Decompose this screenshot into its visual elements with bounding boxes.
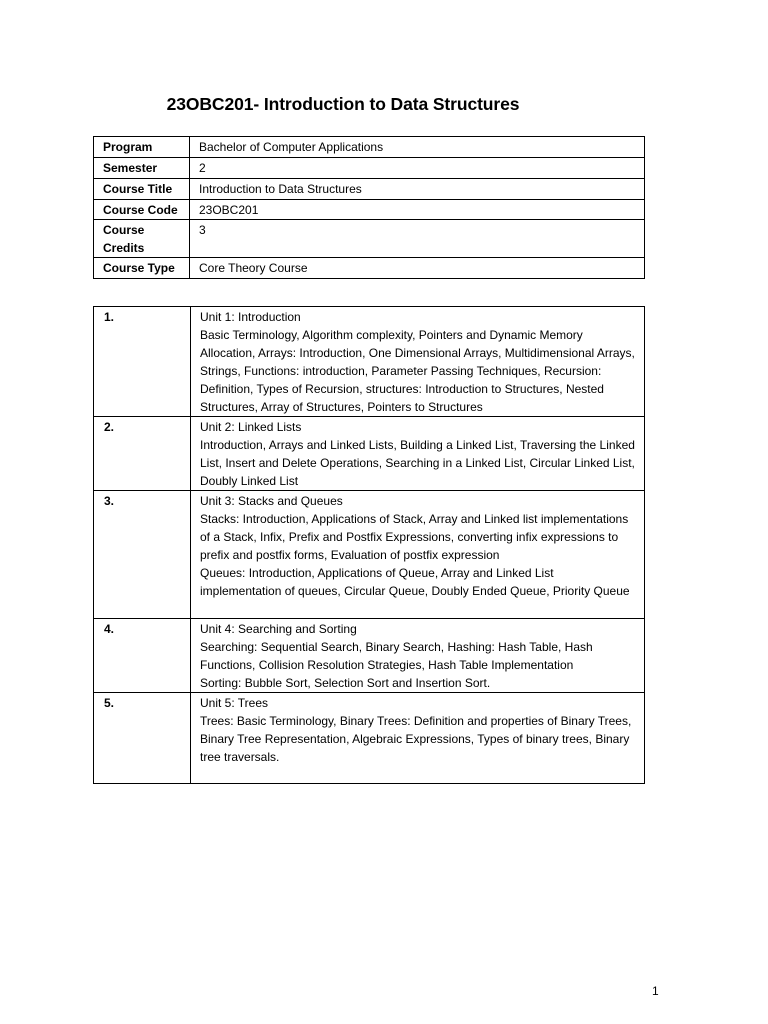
unit-topics: Searching: Sequential Search, Binary Search, Hashing: Hash Table, Hash Functions, Collision Resolution Strategies, Hash Table Implementation Sorting: Bubble Sort, Selection Sort and Insertion Sort. [200, 640, 593, 690]
course-info-value: Core Theory Course [190, 258, 645, 279]
course-info-row-title [94, 179, 645, 200]
course-info-row-type [94, 258, 645, 279]
course-info-label: Course Title [94, 179, 190, 200]
course-info-value: Introduction to Data Structures [190, 179, 645, 200]
unit-topics: Introduction, Arrays and Linked Lists, Building a Linked List, Traversing the Linked List, Insert and Delete Operations, Searching in a Linked List, Circular Linked List, Doubly Linked List [200, 438, 635, 488]
course-info-value: 23OBC201 [190, 200, 645, 220]
document-title: 23OBC201- Introduction to Data Structures [166, 94, 520, 114]
unit-heading: Unit 1: Introduction [200, 310, 301, 324]
unit-content [191, 307, 645, 417]
course-info-row-semester [94, 158, 645, 179]
unit-row [94, 417, 645, 491]
unit-number: 1. [94, 307, 191, 417]
unit-row [94, 693, 645, 784]
unit-heading: Unit 4: Searching and Sorting [200, 622, 357, 636]
course-info-label: Course Code [94, 200, 190, 220]
unit-row [94, 491, 645, 619]
unit-heading: Unit 5: Trees [200, 696, 269, 710]
unit-topics: Trees: Basic Terminology, Binary Trees: Definition and properties of Binary Trees, Binary Tree Representation, Algebraic Expressions, Types of binary trees, Binary tree traversals. [200, 714, 632, 764]
unit-topics: Basic Terminology, Algorithm complexity, Pointers and Dynamic Memory Allocation, Arrays: Introduction, One Dimensional Arrays, Multidimensional Arrays, Strings, Functions: introduction, Parameter Passing Techniques, Recursion: Definition, Types of Recursion, structures: Introduction to Structures, Nested Structures, Array of Structures, Pointers to Structures [200, 328, 635, 414]
course-info-value: 3 [190, 220, 645, 258]
course-info-row-program [94, 137, 645, 158]
course-info-label: Course Type [94, 258, 190, 279]
unit-content [191, 491, 645, 619]
course-info-value: Bachelor of Computer Applications [190, 137, 645, 158]
course-info-row-credits [94, 220, 645, 258]
unit-number: 2. [94, 417, 191, 491]
unit-heading: Unit 3: Stacks and Queues [200, 494, 343, 508]
unit-topics: Stacks: Introduction, Applications of Stack, Array and Linked list implementations of a Stack, Infix, Prefix and Postfix Expressions, converting infix expressions to prefix and postfix forms, Evaluation of postfix expression Queues: Introduction, Applications of Queue, Array and Linked List implementation of queues, Circular Queue, Doubly Ended Queue, Priority Queue [200, 512, 630, 598]
unit-content [191, 619, 645, 693]
unit-content [191, 693, 645, 784]
unit-row [94, 619, 645, 693]
unit-heading: Unit 2: Linked Lists [200, 420, 302, 434]
course-info-row-code [94, 200, 645, 220]
page-number: 1 [652, 984, 659, 998]
course-info-label: Semester [94, 158, 190, 179]
syllabus-units-table [93, 306, 645, 784]
course-info-table [93, 136, 645, 279]
course-info-value: 2 [190, 158, 645, 179]
unit-number: 4. [94, 619, 191, 693]
unit-number: 5. [94, 693, 191, 784]
unit-number: 3. [94, 491, 191, 619]
course-info-label: Course Credits [94, 220, 190, 258]
unit-row [94, 307, 645, 417]
unit-content [191, 417, 645, 491]
course-info-label: Program [94, 137, 190, 158]
